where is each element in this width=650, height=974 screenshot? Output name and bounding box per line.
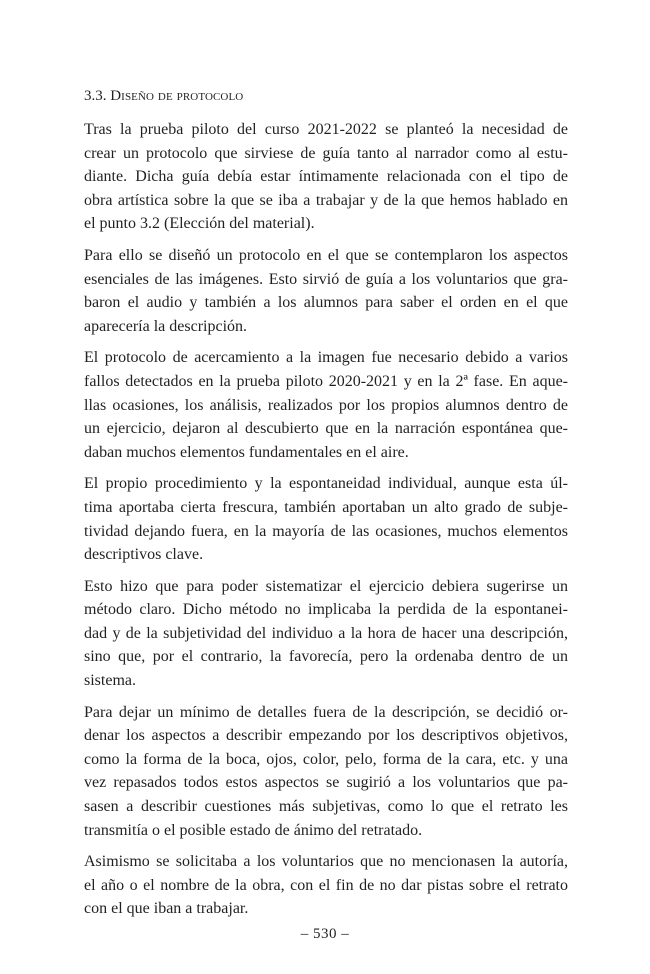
text-line: denar los aspectos a describir empezando por los descriptivos objetivos, [84,727,568,745]
paragraph [84,118,568,236]
text-line: diante. Dicha guía debía estar íntimamente relacionada con el tipo de [84,168,568,186]
text-line: tividad dejando fuera, en la mayoría de las ocasiones, muchos elementos [84,522,568,540]
text-line: crear un protocolo que sirviese de guía tanto al narrador como al estu- [84,144,568,162]
text-line: método claro. Dicho método no implicaba la perdida de la espontanei- [84,601,568,619]
text-line: sasen a describir cuestiones más subjetivas, como lo que el retrato les [84,798,568,816]
text-line: baron el audio y también a los alumnos para saber el orden en el que [84,294,568,312]
paragraph [84,701,568,843]
paragraph [84,575,568,693]
text-line: esenciales de las imágenes. Esto sirvió de guía a los voluntarios que gra- [84,270,568,288]
section-number: 3.3. [84,88,111,104]
paragraph [84,346,568,464]
page-number: – 530 – [300,926,350,942]
text-line: con el que iban a trabajar. [84,900,249,918]
text-line: Esto hizo que para poder sistematizar el ejercicio debiera sugerirse un [84,577,568,595]
text-line: Tras la prueba piloto del curso 2021-2022 se planteó la necesidad de [84,121,568,138]
text-line: daban muchos elementos fundamentales en el aire. [84,443,409,461]
text-line: dad y de la subjetividad del individuo a la hora de hacer una descripción, [84,624,568,642]
text-line: transmitía o el posible estado de ánimo del retratado. [84,821,423,839]
text-line: sino que, por el contrario, la favorecía, pero la ordenaba dentro de un [84,648,568,666]
text-line: vez repasados todos estos aspectos se sugirió a los voluntarios que pa- [84,774,568,792]
paragraph [84,244,568,338]
text-line: fallos detectados en la prueba piloto 2020-2021 y en la 2ª fase. En aque- [84,372,568,390]
text-line: sistema. [84,672,136,690]
paragraph [84,472,568,566]
text-line: aparecería la descripción. [84,317,248,335]
body-text [84,118,568,929]
text-line: obra artística sobre la que se iba a trabajar y de la que hemos hablado en [84,191,568,209]
text-line: tima aportaba cierta frescura, también aportaban un alto grado de subje- [84,498,568,516]
text-line: el punto 3.2 (Elección del material). [84,215,315,233]
text-line: descriptivos clave. [84,546,204,564]
text-line: Asimismo se solicitaba a los voluntarios que no mencionasen la autoría, [84,853,568,871]
text-line: Para ello se diseñó un protocolo en el que se contemplaron los aspectos [84,246,568,264]
text-line: llas ocasiones, los análisis, realizados por los propios alumnos dentro de [84,396,568,414]
text-line: El protocolo de acercamiento a la imagen fue necesario debido a varios [84,349,568,367]
text-line: Para dejar un mínimo de detalles fuera de la descripción, se decidió or- [84,703,568,721]
section-title: Diseño de protocolo [110,88,244,104]
text-line: como la forma de la boca, ojos, color, pelo, forma de la cara, etc. y una [84,750,568,768]
text-line: El propio procedimiento y la espontaneidad individual, aunque esta úl- [84,475,568,493]
paragraph [84,850,568,921]
text-line: el año o el nombre de la obra, con el fin de no dar pistas sobre el retrato [84,876,568,894]
section-heading [84,86,243,106]
text-line: un ejercicio, dejaron al descubierto que en la narración espontánea que- [84,420,568,438]
